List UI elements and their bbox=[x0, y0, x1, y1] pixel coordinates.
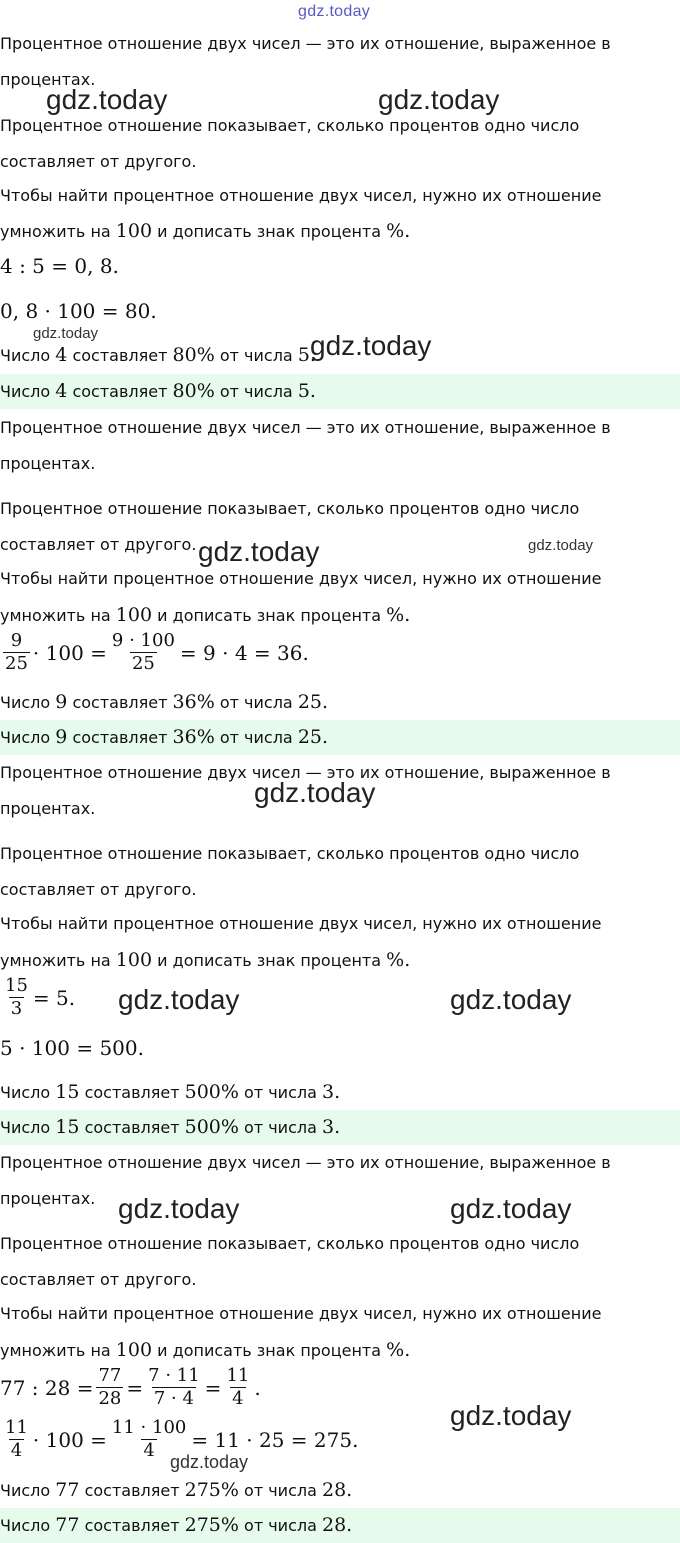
theory-line: Процентное отношение двух чисел — это их отношение, выраженное в bbox=[0, 418, 611, 437]
fraction: $\frac{11}{4}$ bbox=[5, 1417, 28, 1461]
result-line: Число 77 составляет 275% от числа 28. bbox=[0, 1479, 353, 1501]
theory-line: процентах. bbox=[0, 799, 96, 818]
fraction: $\frac{11 \cdot 100}{4}$ bbox=[111, 1417, 187, 1461]
theory-line: Процентное отношение показывает, сколько процентов одно число bbox=[0, 116, 580, 135]
theory-line: составляет от другого. bbox=[0, 880, 197, 899]
answer-box: Число 15 составляет 500% от числа 3. bbox=[0, 1110, 680, 1145]
theory-line: умножить на 100 и дописать знак процента %. bbox=[0, 604, 411, 626]
theory-line: составляет от другого. bbox=[0, 535, 197, 554]
math-step: 77 : 28 = $\frac{77}{28}$ = $\frac{7 \cdot 11}{7 \cdot 4}$ = $\frac{11}{4}$ . bbox=[0, 1365, 261, 1409]
theory-line: умножить на 100 и дописать знак процента %. bbox=[0, 949, 411, 971]
result-line: Число 15 составляет 500% от числа 3. bbox=[0, 1081, 341, 1103]
watermark: gdz.today bbox=[450, 1400, 572, 1431]
theory-line: Процентное отношение показывает, сколько процентов одно число bbox=[0, 844, 580, 863]
math-step: 4 : 5 = 0, 8. bbox=[0, 254, 119, 278]
watermark: gdz.today bbox=[450, 1193, 572, 1224]
fraction: $\frac{7 \cdot 11}{7 \cdot 4}$ bbox=[148, 1365, 200, 1409]
fraction: $\frac{15}{3}$ bbox=[5, 975, 28, 1019]
theory-line: Чтобы найти процентное отношение двух чисел, нужно их отношение bbox=[0, 186, 602, 205]
theory-line: Процентное отношение показывает, сколько процентов одно число bbox=[0, 499, 580, 518]
math-step: $\frac{15}{3}$ = 5. bbox=[5, 975, 76, 1019]
result-line: Число 9 составляет 36% от числа 25. bbox=[0, 691, 329, 713]
result-line: Число 4 составляет 80% от числа 5. bbox=[0, 344, 316, 366]
watermark: gdz.today bbox=[310, 330, 432, 361]
theory-line: процентах. bbox=[0, 454, 96, 473]
fraction: $\frac{9 \cdot 100}{25}$ bbox=[111, 630, 175, 674]
watermark: gdz.today bbox=[170, 1452, 249, 1472]
theory-line: Процентное отношение двух чисел — это их отношение, выраженное в bbox=[0, 34, 611, 53]
theory-line: Чтобы найти процентное отношение двух чисел, нужно их отношение bbox=[0, 914, 602, 933]
theory-line: умножить на 100 и дописать знак процента %. bbox=[0, 1339, 411, 1361]
theory-line: процентах. bbox=[0, 1189, 96, 1208]
fraction: $\frac{9}{25}$ bbox=[5, 630, 28, 674]
watermark: gdz.today bbox=[46, 84, 168, 115]
answer-box: Число 4 составляет 80% от числа 5. bbox=[0, 374, 680, 409]
watermark: gdz.today bbox=[450, 984, 572, 1015]
watermark: gdz.today bbox=[33, 325, 99, 342]
watermark: gdz.today bbox=[378, 84, 500, 115]
theory-line: Процентное отношение двух чисел — это их отношение, выраженное в bbox=[0, 763, 611, 782]
theory-line: Чтобы найти процентное отношение двух чисел, нужно их отношение bbox=[0, 569, 602, 588]
fraction: $\frac{77}{28}$ bbox=[98, 1365, 122, 1409]
watermark: gdz.today bbox=[118, 984, 240, 1015]
watermark-top: gdz.today bbox=[298, 3, 371, 20]
theory-line: процентах. bbox=[0, 70, 96, 89]
theory-line: умножить на 100 и дописать знак процента %. bbox=[0, 220, 411, 242]
theory-line: Процентное отношение двух чисел — это их отношение, выраженное в bbox=[0, 1153, 611, 1172]
theory-line: Процентное отношение показывает, сколько процентов одно число bbox=[0, 1234, 580, 1253]
math-step: $\frac{9}{25}$ · 100 = $\frac{9 \cdot 100}{25}$ = 9 · 4 = 36. bbox=[5, 630, 309, 674]
watermark: gdz.today bbox=[198, 536, 320, 567]
math-step: 5 · 100 = 500. bbox=[0, 1036, 144, 1060]
answer-box: Число 9 составляет 36% от числа 25. bbox=[0, 720, 680, 755]
watermark: gdz.today bbox=[118, 1193, 240, 1224]
math-step: 0, 8 · 100 = 80. bbox=[0, 299, 157, 323]
watermark: gdz.today bbox=[528, 537, 594, 554]
theory-line: составляет от другого. bbox=[0, 1270, 197, 1289]
fraction: $\frac{11}{4}$ bbox=[226, 1365, 250, 1409]
theory-line: Чтобы найти процентное отношение двух чисел, нужно их отношение bbox=[0, 1304, 602, 1323]
watermark: gdz.today bbox=[254, 777, 376, 808]
answer-box: Число 77 составляет 275% от числа 28. bbox=[0, 1508, 680, 1543]
math-step: $\frac{11}{4}$ · 100 = $\frac{11 \cdot 100}{4}$ = 11 · 25 = 275. bbox=[5, 1417, 359, 1461]
theory-line: составляет от другого. bbox=[0, 152, 197, 171]
